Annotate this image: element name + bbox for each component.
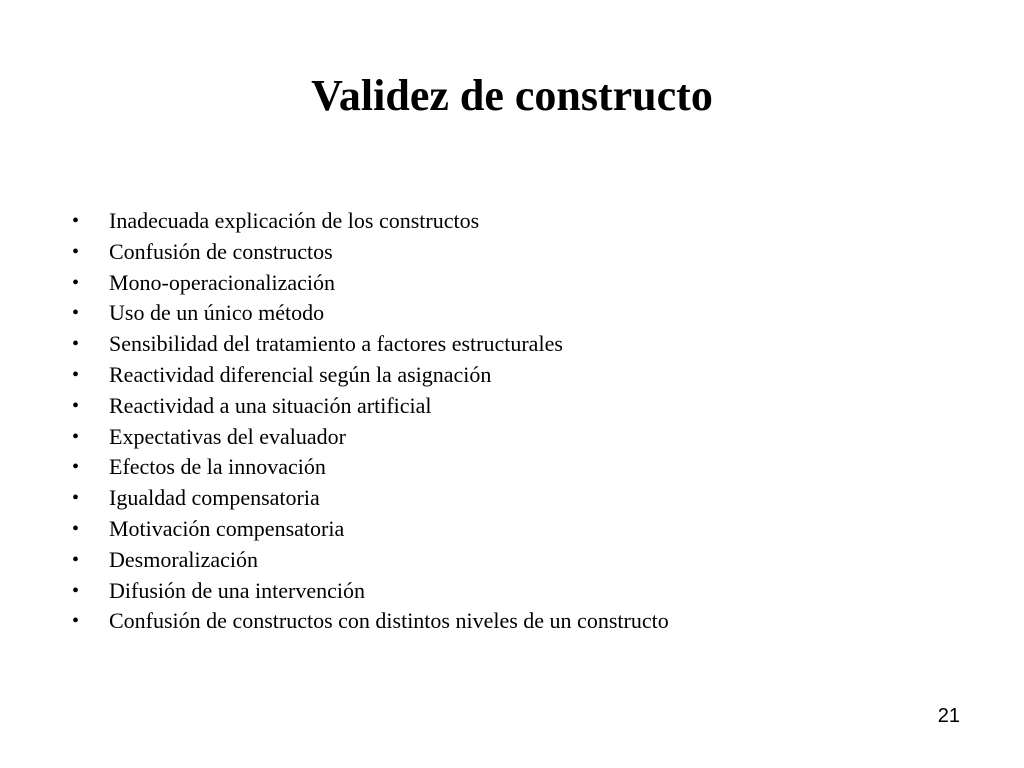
bullet-icon: • [72, 271, 80, 294]
list-item-text: Inadecuada explicación de los constructos [109, 208, 480, 233]
list-item [72, 391, 669, 422]
bullet-icon: • [72, 425, 80, 448]
list-item-text: Reactividad a una situación artificial [109, 392, 432, 418]
list-item [72, 206, 669, 237]
list-item [72, 606, 669, 637]
slide-title: Validez de constructo [311, 71, 713, 120]
list-item-text: Reactividad diferencial según la asignación [109, 361, 492, 387]
list-item-text: Mono-operacionalización [109, 269, 336, 295]
bullet-icon: • [72, 363, 80, 386]
list-item-text: Expectativas del evaluador [109, 423, 347, 449]
list-item [72, 452, 669, 483]
bullet-icon: • [72, 548, 80, 571]
bullet-icon: • [72, 579, 80, 602]
bullet-icon: • [72, 487, 80, 510]
list-item [72, 329, 669, 360]
list-item [72, 237, 669, 268]
list-item [72, 514, 669, 545]
list-item-text: Confusión de constructos con distintos niveles de un constructo [109, 608, 669, 634]
list-item-text: Sensibilidad del tratamiento a factores estructurales [109, 331, 563, 357]
bullet-icon: • [72, 456, 80, 479]
bullet-icon: • [72, 210, 80, 232]
list-item-text: Uso de un único método [109, 300, 325, 326]
list-item-text: Desmoralización [109, 546, 259, 572]
list-item-text: Difusión de una intervención [109, 577, 365, 603]
list-item-text: Confusión de constructos [109, 238, 333, 264]
bullet-icon: • [72, 333, 80, 356]
list-item [72, 576, 669, 607]
list-item [72, 483, 669, 514]
bullet-icon: • [72, 610, 80, 633]
bullet-icon: • [72, 394, 80, 417]
list-item-text: Igualdad compensatoria [109, 485, 320, 511]
bullet-icon: • [72, 240, 80, 263]
list-item [72, 298, 669, 329]
list-item [72, 268, 669, 299]
bullet-list [72, 206, 669, 637]
list-item-text: Efectos de la innovación [109, 454, 326, 480]
list-item [72, 422, 669, 453]
list-item-text: Motivación compensatoria [109, 515, 345, 541]
bullet-icon: • [72, 302, 80, 325]
list-item [72, 360, 669, 391]
bullet-icon: • [72, 517, 80, 540]
list-item [72, 545, 669, 576]
page-number: 21 [937, 705, 960, 727]
